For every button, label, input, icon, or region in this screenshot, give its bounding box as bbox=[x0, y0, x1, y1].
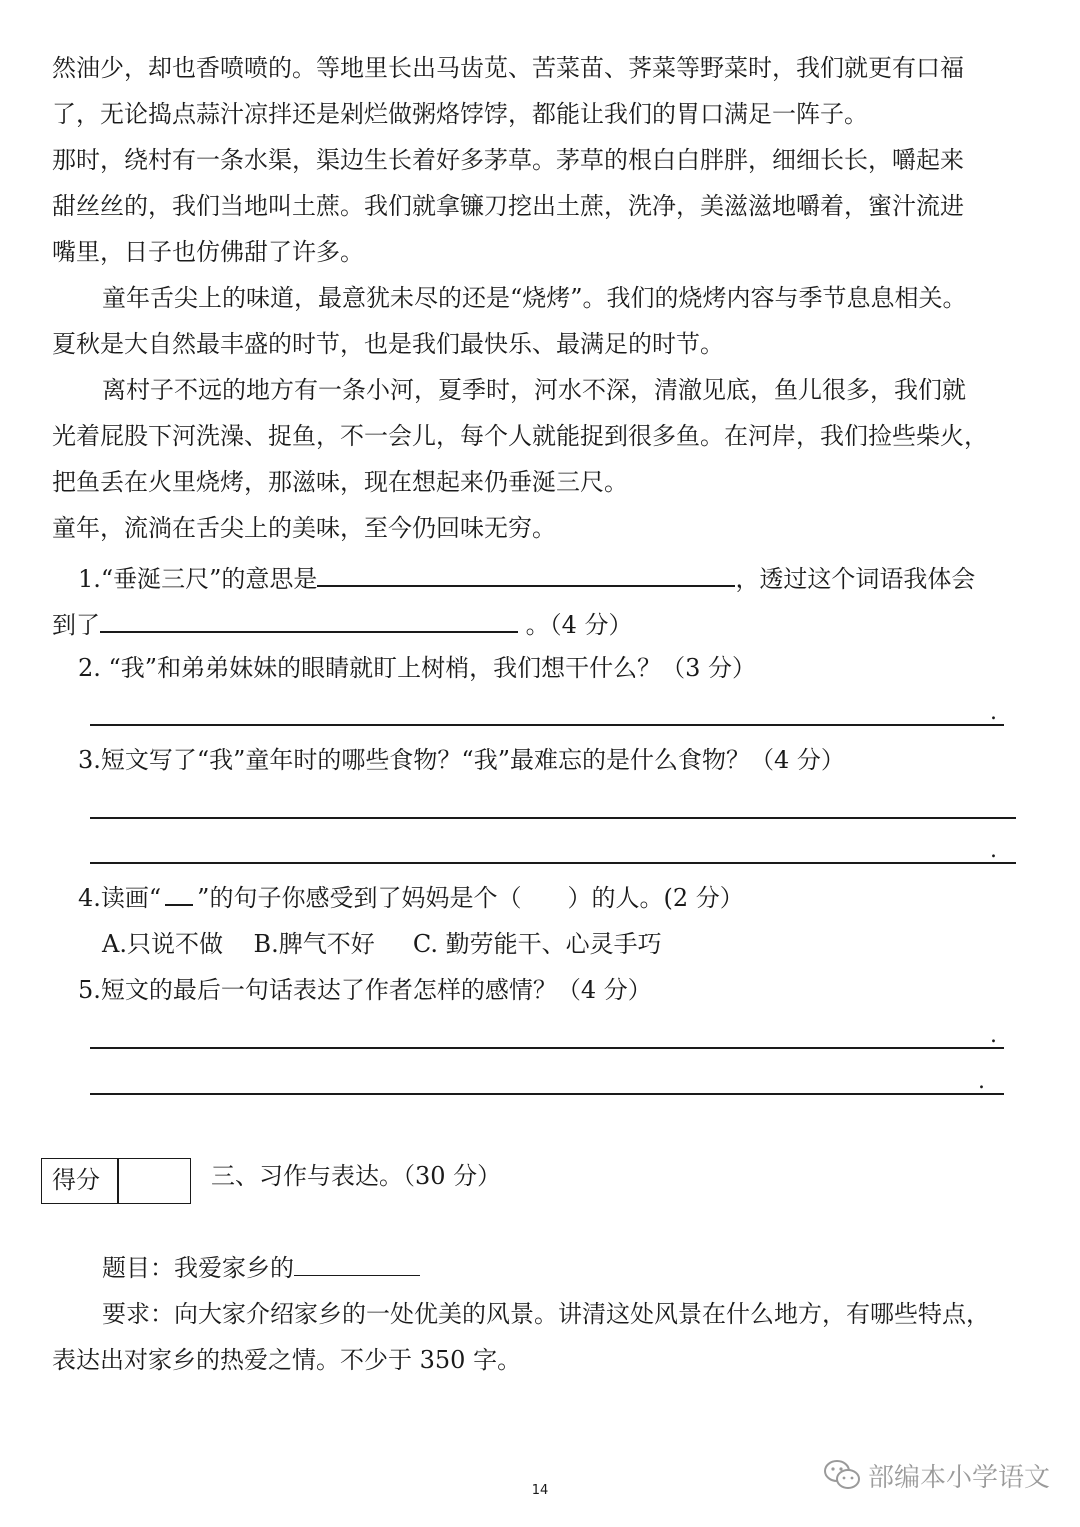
score-box-divider bbox=[117, 1159, 119, 1203]
passage-line: 嘴里，日子也仿佛甜了许多。 bbox=[52, 238, 364, 266]
line-end-period: . bbox=[990, 700, 997, 725]
question-4 bbox=[78, 881, 744, 915]
score-box bbox=[41, 1158, 191, 1204]
passage-line: 夏秋是大自然最丰盛的时节，也是我们最快乐、最满足的时节。 bbox=[52, 330, 724, 358]
question-4-options: A.只说不做 B.脾气不好 C. 勤劳能干、心灵手巧 bbox=[102, 930, 662, 958]
question-2: 2. “我”和弟弟妹妹的眼睛就盯上树梢，我们想干什么？（3 分） bbox=[78, 654, 756, 682]
question-1-text: 。（4 分） bbox=[525, 611, 633, 639]
passage-line: 离村子不远的地方有一条小河，夏季时，河水不深，清澈见底，鱼儿很多，我们就 bbox=[102, 376, 966, 404]
essay-topic bbox=[102, 1249, 420, 1285]
line-end-period: . bbox=[990, 838, 997, 863]
answer-line[interactable] bbox=[90, 1047, 1004, 1049]
question-1-text: 1.“垂涎三尺”的意思是 bbox=[78, 565, 318, 593]
question-4-text: ”的句子你感受到了妈妈是个（ bbox=[197, 884, 522, 912]
question-1-cont bbox=[52, 605, 633, 642]
score-label: 得分 bbox=[52, 1166, 100, 1194]
essay-topic-text: 题目：我爱家乡的 bbox=[102, 1254, 294, 1282]
essay-requirement: 要求：向大家介绍家乡的一处优美的风景。讲清这处风景在什么地方，有哪些特点， bbox=[102, 1300, 990, 1328]
passage-line: 光着屁股下河洗澡、捉鱼，不一会儿，每个人就能捉到很多鱼。在河岸，我们捡些柴火， bbox=[52, 422, 988, 450]
line-end-period: . bbox=[990, 1023, 997, 1048]
answer-blank[interactable] bbox=[100, 605, 518, 633]
topic-blank[interactable] bbox=[294, 1249, 420, 1276]
section-3-heading: 三、习作与表达。（30 分） bbox=[211, 1162, 502, 1190]
passage-line: 童年，流淌在舌尖上的美味，至今仍回味无穷。 bbox=[52, 514, 556, 542]
answer-blank[interactable] bbox=[317, 559, 735, 587]
passage-line: 童年舌尖上的味道，最意犹未尽的还是“烧烤”。我们的烧烤内容与季节息息相关。 bbox=[102, 284, 967, 312]
passage-line: 然油少，却也香喷喷的。等地里长出马齿苋、苦菜苗、荠菜等野菜时，我们就更有口福 bbox=[52, 54, 964, 82]
underline-mark bbox=[165, 884, 193, 906]
watermark bbox=[822, 1455, 1050, 1495]
watermark-text: 部编本小学语文 bbox=[868, 1462, 1051, 1493]
passage-line: 那时，绕村有一条水渠，渠边生长着好多茅草。茅草的根白白胖胖，细细长长，嚼起来 bbox=[52, 146, 964, 174]
answer-line[interactable] bbox=[90, 1093, 1004, 1095]
answer-line[interactable] bbox=[90, 862, 1016, 864]
wechat-icon bbox=[822, 1458, 862, 1492]
answer-line[interactable] bbox=[90, 724, 1004, 726]
question-1-text: 到了 bbox=[52, 611, 100, 639]
page-number: 14 bbox=[531, 1483, 549, 1498]
essay-requirement: 表达出对家乡的热爱之情。不少于 350 字。 bbox=[52, 1346, 522, 1374]
answer-line[interactable] bbox=[90, 817, 1016, 819]
passage-line: 把鱼丢在火里烧烤，那滋味，现在想起来仍垂涎三尺。 bbox=[52, 468, 628, 496]
question-4-text: 4.读画“ bbox=[78, 884, 162, 912]
passage-line: 甜丝丝的，我们当地叫土蔗。我们就拿镰刀挖出土蔗，洗净，美滋滋地嚼着，蜜汁流进 bbox=[52, 192, 964, 220]
passage-line: 了，无论捣点蒜汁凉拌还是剁烂做粥烙饽饽，都能让我们的胃口满足一阵子。 bbox=[52, 100, 868, 128]
question-3: 3.短文写了“我”童年时的哪些食物？“我”最难忘的是什么食物？（4 分） bbox=[78, 746, 845, 774]
question-1-text: ，透过这个词语我体会 bbox=[735, 565, 976, 593]
question-5: 5.短文的最后一句话表达了作者怎样的感情？（4 分） bbox=[78, 976, 652, 1004]
question-1 bbox=[78, 559, 975, 596]
question-4-text: ）的人。(2 分） bbox=[567, 884, 744, 912]
line-end-period: . bbox=[978, 1069, 985, 1094]
